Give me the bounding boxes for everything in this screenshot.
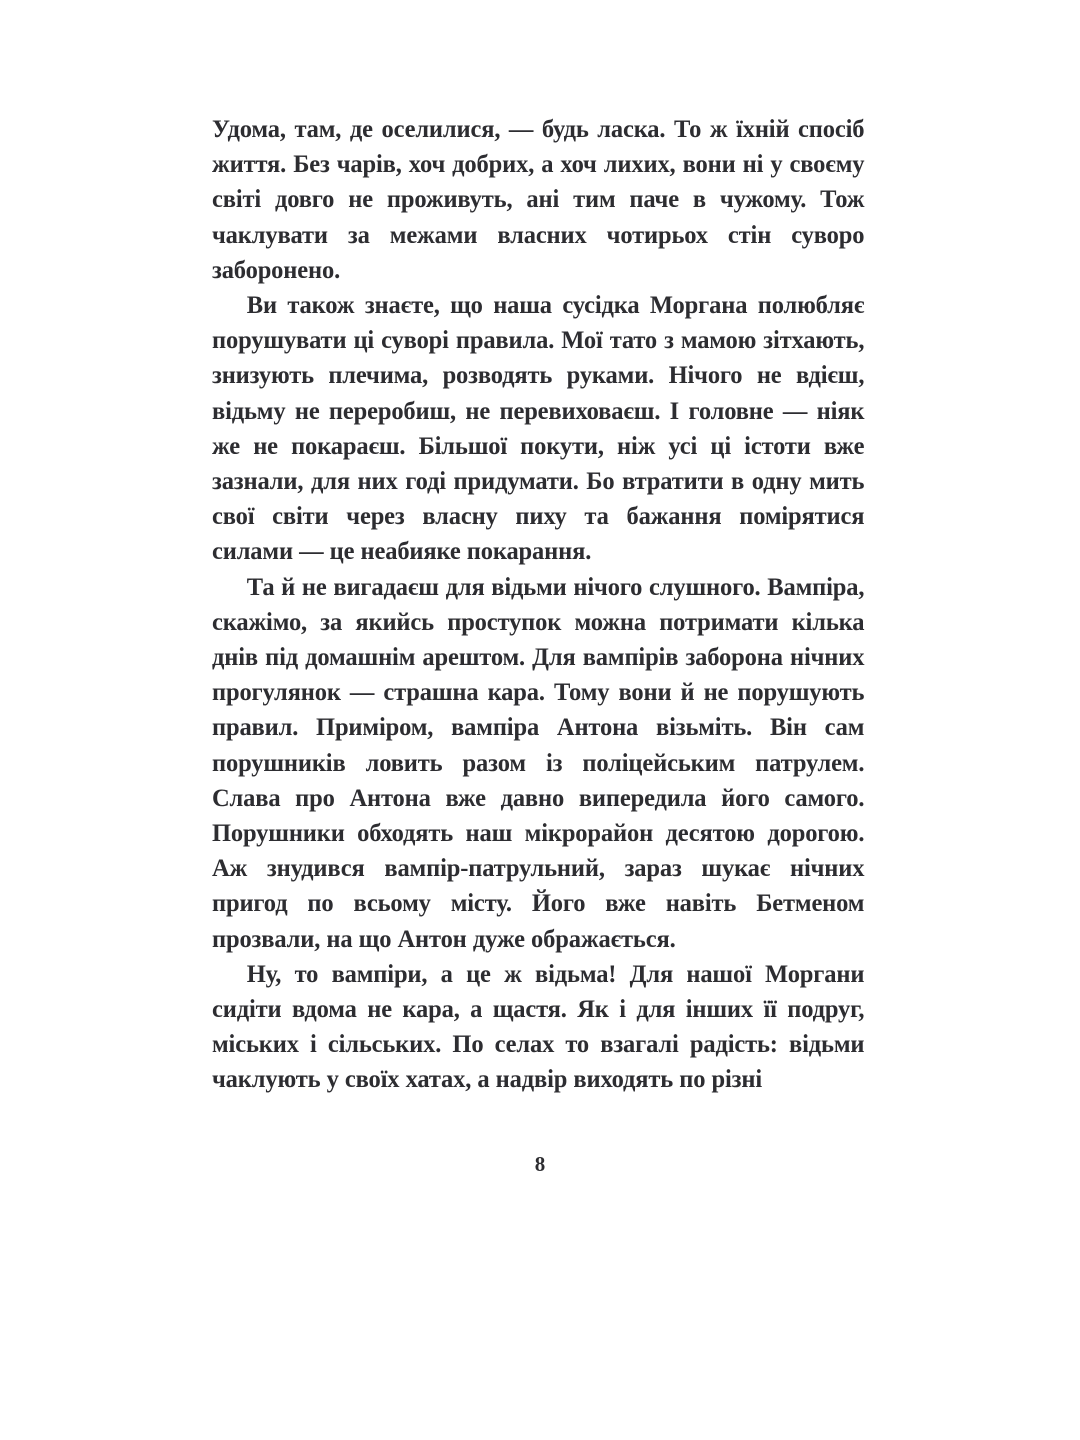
paragraph-4: Ну, то вампіри, а це ж відьма! Для нашої Моргани сидіти вдома не кара, а щастя. Як і для інших її подруг, міських і сільських. По селах то взагалі радість: відьми чаклують у своїх хатах, а надвір виходять по різні bbox=[212, 959, 865, 1094]
paragraph-3: Та й не вигадаєш для відьми нічого слушного. Вампіра, скажімо, за якийсь проступок можна потримати кілька днів під домашнім арештом. Для вампірів заборона нічних прогулянок — страшна кара. Тому вони й не порушують правил. Приміром, вампіра Антона візьміть. Він сам порушників ловить разом із поліцейським патрулем. Слава про Антона вже давно випередила його самого. Порушники обходять наш мікрорайон десятою дорогою. Аж знудився вампір-патрульний, зараз шукає нічних пригод по всьому місту. Його вже навіть Бетменом прозвали, на що Антон дуже ображається. bbox=[212, 572, 865, 953]
page-number: 8 bbox=[534, 1152, 546, 1176]
page-text-block bbox=[212, 112, 888, 1098]
paragraph-1: Удома, там, де оселилися, — будь ласка. То ж їхній спосіб життя. Без чарів, хоч добрих, а хоч лихих, вони ні у своєму світі довго не проживуть, ані тим паче в чужому. Тож чаклувати за межами власних чотирьох стін суворо заборонено. bbox=[212, 115, 865, 284]
paragraph-2: Ви також знаєте, що наша сусідка Моргана полюбляє порушувати ці суворі правила. Мої тато з мамою зітхають, знизують плечима, розводять руками. Нічого не вдієш, відьму не переробиш, не перевиховаєш. І головне — ніяк же не покараєш. Більшої покути, ніж усі ці істоти вже зазнали, для них годі придумати. Бо втратити в одну мить свої світи через власну пиху та бажання помірятися силами — це неабияке покарання. bbox=[212, 291, 865, 566]
